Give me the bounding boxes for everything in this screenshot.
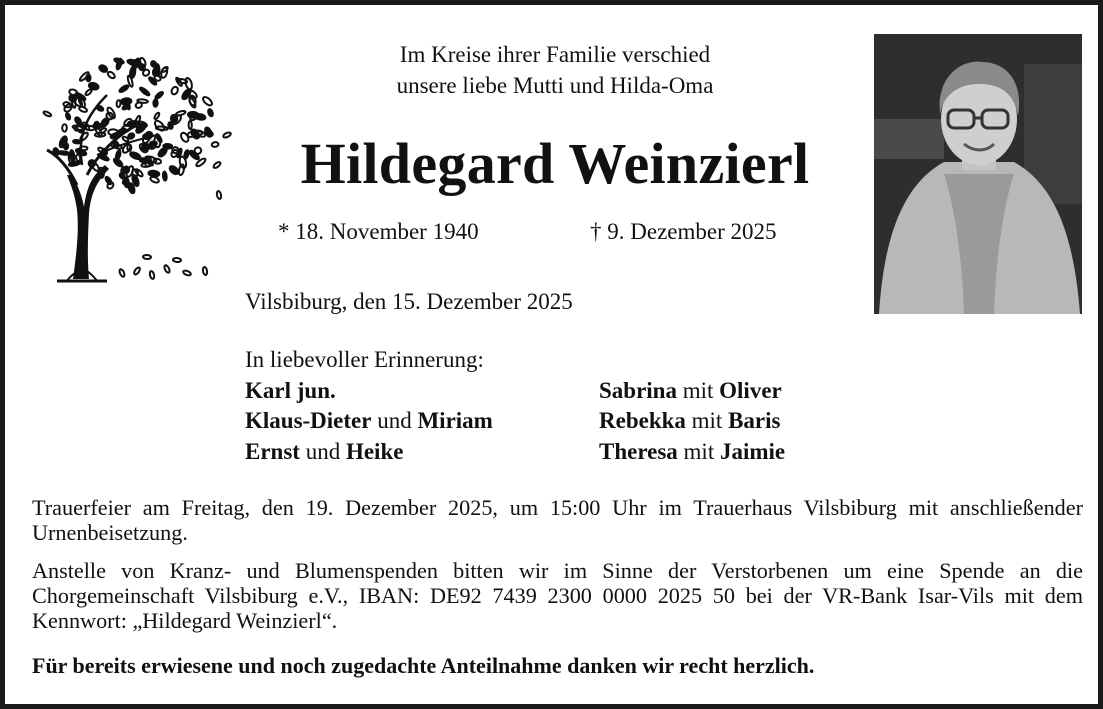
birth-date: * 18. November 1940: [278, 219, 479, 244]
mourner-joiner: mit: [685, 408, 729, 433]
mourner-entry: [245, 406, 493, 436]
mourner-partner: Oliver: [719, 378, 782, 403]
mourner-joiner: mit: [677, 439, 720, 464]
mourner-joiner: mit: [676, 378, 720, 403]
mourner-entry: [599, 437, 785, 467]
memory-label: In liebevoller Erinnerung:: [245, 347, 484, 372]
deceased-name: Hildegard Weinzierl: [300, 131, 810, 196]
mourner-entry: [245, 376, 336, 406]
mourner-entry: [245, 437, 403, 467]
intro-line-2: unsere liebe Mutti und Hilda-Oma: [396, 73, 714, 98]
mourner-name: Sabrina: [599, 378, 677, 403]
mourner-name: Rebekka: [599, 408, 686, 433]
mourner-name: Klaus-Dieter: [245, 408, 372, 433]
donation-info: Anstelle von Kranz- und Blumenspenden bitten wir im Sinne der Verstorbenen um eine Spende an die Chorgemeinschaft Vilsbiburg e.V., IBAN: DE92 7439 2300 0000 2025 50 bei der VR-Bank Isar-Vils mit dem Kennwort: „Hildegard Weinzierl“.: [32, 558, 1083, 633]
thanks-line: Für bereits erwiesene und noch zugedachte Anteilnahme danken wir recht herzlich.: [32, 653, 815, 678]
mourner-partner: Baris: [728, 408, 781, 433]
portrait-photo: [874, 34, 1082, 314]
mourner-joiner: und: [299, 439, 346, 464]
mourner-name: Ernst: [245, 439, 300, 464]
mourner-name: Karl jun.: [245, 378, 336, 403]
intro-line-1: Im Kreise ihrer Familie verschied: [399, 42, 711, 67]
mourner-name: Theresa: [599, 439, 678, 464]
mourner-entry: [599, 406, 780, 436]
place-and-date: Vilsbiburg, den 15. Dezember 2025: [245, 289, 573, 314]
funeral-info: Trauerfeier am Freitag, den 19. Dezember 2025, um 15:00 Uhr im Trauerhaus Vilsbiburg mit anschließender Urnenbeisetzung.: [32, 495, 1083, 545]
mourner-partner: Jaimie: [719, 439, 786, 464]
mourner-partner: Heike: [345, 439, 404, 464]
mourner-joiner: und: [371, 408, 418, 433]
death-date: † 9. Dezember 2025: [590, 219, 777, 244]
wind-blown-tree-illustration: [27, 35, 237, 285]
mourner-entry: [599, 376, 782, 406]
mourner-partner: Miriam: [417, 408, 493, 433]
